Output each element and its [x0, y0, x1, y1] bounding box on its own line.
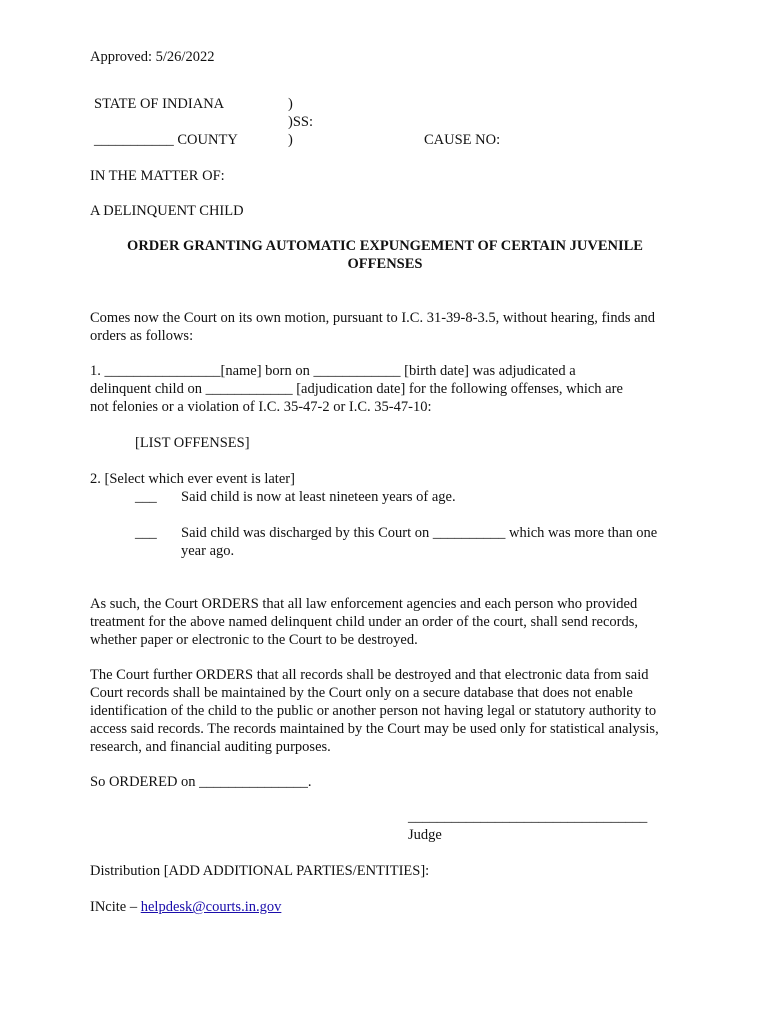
item1-line3: not felonies or a violation of I.C. 35-47-2 or I.C. 35-47-10:	[90, 399, 432, 415]
so-ordered-line: So ORDERED on _______________.	[90, 774, 312, 790]
order-paragraph-1: As such, the Court ORDERS that all law enforcement agencies and each person who provided treatment for the above named delinquent child under an order of the court, shall send records, whether paper or electronic to the Court to be destroyed.	[90, 596, 638, 648]
caption-paren-3: )	[288, 132, 293, 148]
list-offenses-placeholder: [LIST OFFENSES]	[135, 435, 250, 451]
judge-label: Judge	[408, 827, 442, 843]
item2-heading: 2. [Select which ever event is later]	[90, 471, 295, 487]
option2-text-line2: year ago.	[181, 543, 235, 559]
option1-blank: ___	[135, 489, 157, 505]
helpdesk-email-link[interactable]: helpdesk@courts.in.gov	[140, 899, 282, 915]
judge-signature-line: _________________________________	[408, 809, 648, 825]
option1-text: Said child is now at least nineteen years of age.	[181, 489, 456, 505]
incite-prefix: INcite –	[90, 899, 141, 915]
cause-number-label: CAUSE NO:	[424, 132, 501, 148]
distribution-label: Distribution [ADD ADDITIONAL PARTIES/ENTITIES]:	[90, 863, 430, 879]
item1-line2: delinquent child on ____________ [adjudication date] for the following offenses, which are	[90, 381, 623, 397]
option2-text-line1: Said child was discharged by this Court on __________ which was more than one	[181, 525, 658, 541]
incite-line	[90, 898, 281, 916]
matter-label: IN THE MATTER OF:	[90, 168, 225, 184]
county-label: ___________ COUNTY	[94, 132, 238, 148]
item1-line1: 1. ________________[name] born on ____________ [birth date] was adjudicated a	[90, 363, 576, 379]
order-paragraph-2: The Court further ORDERS that all records shall be destroyed and that electronic data from said Court records shall be maintained by the Court only on a secure database that does not enable identification of the child to the public or another person not having legal or statutory authority to access said records. The records maintained by the Court may be used only for statistical analysis, research, and financial auditing purposes.	[90, 667, 659, 755]
caption-paren-1: )	[288, 96, 293, 112]
option2-blank: ___	[135, 525, 157, 541]
intro-paragraph: Comes now the Court on its own motion, pursuant to I.C. 31-39-8-3.5, without hearing, finds and orders as follows:	[90, 310, 656, 344]
approved-date: Approved: 5/26/2022	[90, 49, 215, 65]
state-label: STATE OF INDIANA	[94, 96, 225, 112]
document-title: ORDER GRANTING AUTOMATIC EXPUNGEMENT OF CERTAIN JUVENILE OFFENSES	[127, 238, 643, 272]
delinquent-child-label: A DELINQUENT CHILD	[90, 203, 244, 219]
caption-paren-ss: )SS:	[288, 114, 313, 130]
